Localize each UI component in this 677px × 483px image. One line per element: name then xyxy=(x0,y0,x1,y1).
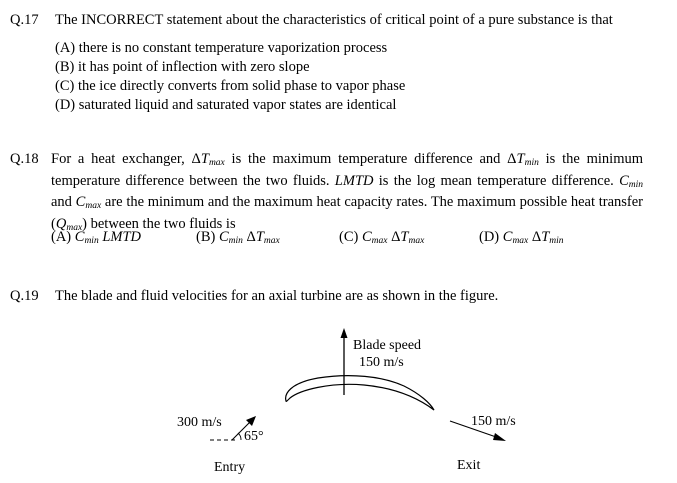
q17-option-a: (A) there is no constant temperature vaporization process xyxy=(55,40,388,56)
q17-option-d: (D) saturated liquid and saturated vapor states are identical xyxy=(55,97,397,113)
q18-number: Q.18 xyxy=(10,151,39,167)
entry-angle-label: 65° xyxy=(244,429,264,444)
entry-label: Entry xyxy=(214,460,246,475)
blade-speed-value: 150 m/s xyxy=(359,355,404,370)
q17-option-b: (B) it has point of inflection with zero slope xyxy=(55,59,310,75)
q18-option-d: (D) $C_{max}$ $\Delta T_{min}$ xyxy=(479,229,564,246)
blade-speed-label: Blade speed xyxy=(353,338,422,353)
q19-stem: The blade and fluid velocities for an axial turbine are as shown in the figure. xyxy=(55,288,499,304)
exit-velocity-label: 150 m/s xyxy=(471,414,516,429)
q17-stem: The INCORRECT statement about the characteristics of critical point of a pure substance is that xyxy=(55,12,613,28)
exit-label: Exit xyxy=(457,458,481,473)
q18-option-b: (B) $C_{min}$ $\Delta T_{max}$ xyxy=(196,229,280,246)
q19-number: Q.19 xyxy=(10,288,39,304)
q18-option-a: (A) $C_{min}$ LMTD xyxy=(51,229,141,246)
q18-stem: For a heat exchanger, $\Delta T_{max}$ is the maximum temperature difference and $\Delta T_{min}$ is the minimum temperature difference between the two fluids. LMTD is the log mean temperature difference. $C_{min}$ and $C_{max}$ are the minimum and the maximum heat capacity rates. The maximum possible heat transfer $(Q_{max})$ between the two fluids is xyxy=(51,151,644,233)
entry-velocity-label: 300 m/s xyxy=(177,415,222,430)
q17-number: Q.17 xyxy=(10,12,39,28)
entry-angle-arc xyxy=(238,433,241,440)
q18-option-c: (C) $C_{max}$ $\Delta T_{max}$ xyxy=(339,229,425,246)
blade-profile xyxy=(286,376,434,410)
q17-option-c: (C) the ice directly converts from solid phase to vapor phase xyxy=(55,78,406,94)
